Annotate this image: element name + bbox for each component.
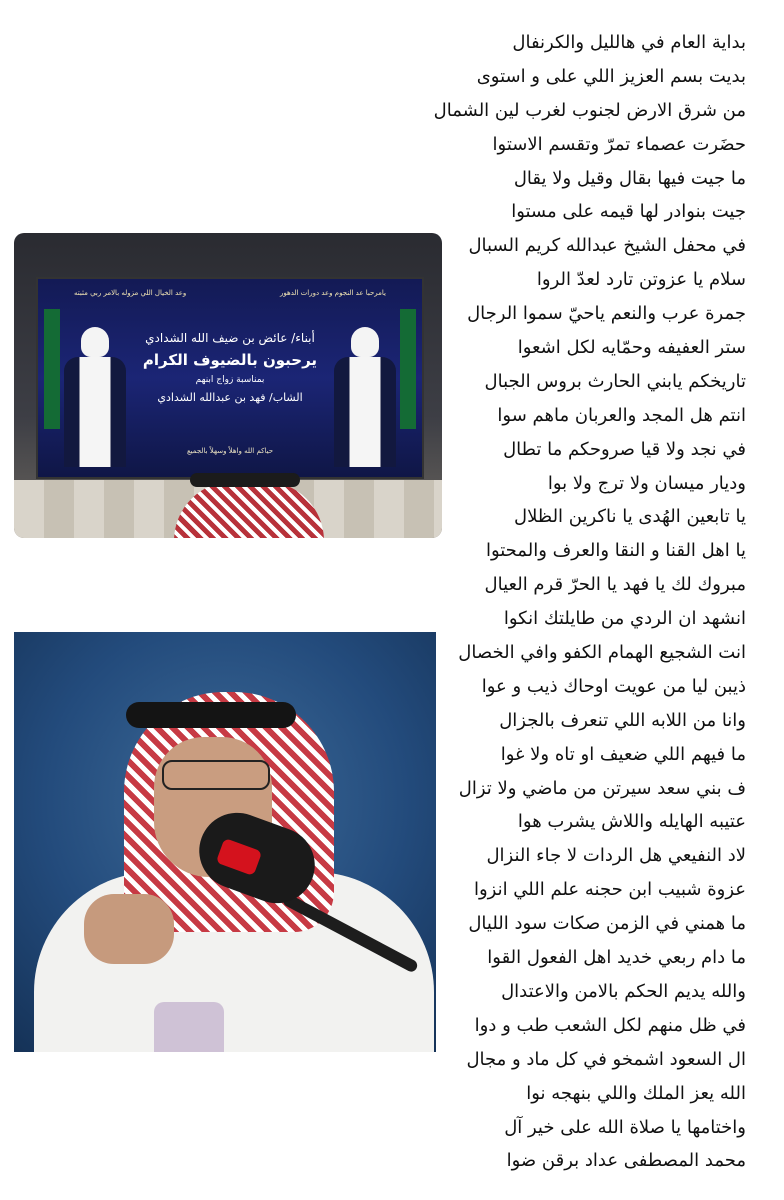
- poem-line: تاريخكم يابني الحارث بروس الجبال: [484, 370, 746, 392]
- screen-banner-left: وعد الخيال اللي مزوله بالامر ربي مثبته: [74, 289, 187, 297]
- speaker-hand: [84, 894, 174, 964]
- poem-line: وديار ميسان ولا ترج ولا بوا: [547, 472, 746, 494]
- flag-left: [44, 309, 60, 429]
- poem-line: انت الشجيع الهمام الكفو وافي الخصال: [458, 642, 746, 664]
- poem-line: في محفل الشيخ عبدالله كريم السبال: [468, 235, 746, 257]
- poem-line: مبروك لك يا فهد يا الحرّ قرم العيال: [484, 574, 746, 596]
- poem-line: جيت بنوادر لها قيمه على مستوا: [511, 201, 746, 223]
- poem-line: يا تابعين الهُدى يا ناكرين الظلال: [513, 506, 746, 528]
- poem-line: وانا من اللابه اللي تنعرف بالجزال: [499, 709, 746, 731]
- event-photo: [14, 233, 442, 538]
- poem-line: ذيبن ليا من عويت اوحاك ذيب و عوا: [481, 675, 746, 697]
- poem-line: ال السعود اشمخو في كل ماد و مجال: [466, 1048, 746, 1070]
- screen-footer: حياكم الله واهلاً وسهلاً بالجميع: [186, 447, 274, 455]
- poem-line: واختامها يا صلاة الله على خير آل: [504, 1116, 746, 1138]
- flag-right: [400, 309, 416, 429]
- poem-line: ف بني سعد سيرتن من ماضي ولا تزال: [458, 777, 746, 799]
- poem-line: من شرق الارض لجنوب لغرب لين الشمال: [433, 99, 746, 121]
- poem-line: عزوة شبيب ابن حجنه علم اللي انزوا: [473, 879, 746, 901]
- screen-groom: الشاب/ فهد بن عبدالله الشدادي: [157, 391, 303, 404]
- poem-line: انشهد ان الردي من طايلتك انكوا: [503, 608, 746, 630]
- screen-welcome: يرحبون بالضيوف الكرام: [142, 351, 318, 369]
- glasses-icon: [162, 760, 270, 790]
- poem-line: يا اهل القنا و النقا والعرف والمحتوا: [485, 540, 746, 562]
- poem-line: في نجد ولا قيا صروحكم ما تطال: [503, 438, 746, 460]
- poem-line: بديت بسم العزيز اللي على و استوى: [476, 65, 746, 87]
- poem: [416, 26, 746, 1178]
- poem-line: بداية العام في هالليل والكرنفال: [512, 32, 746, 53]
- poem-line: الله يعز الملك واللي بنهجه نوا: [526, 1082, 746, 1104]
- poem-line: ما دام ربعي خديد اهل الفعول القوا: [487, 947, 746, 969]
- poem-line: ما جيت فيها بقال وقيل ولا يقال: [513, 167, 746, 189]
- poem-line: عتيبه الهايله واللاش يشرب هوا: [517, 811, 746, 833]
- poem-line: حضَرت عصماء تمرّ وتقسم الاستوا: [492, 133, 746, 155]
- screen-occasion: بمناسبة زواج ابنهم: [195, 375, 265, 385]
- poem-line: ما همني في الزمن صكات سود الليال: [468, 913, 746, 935]
- poem-line: ما فيهم اللي ضعيف او تاه ولا غوا: [500, 743, 746, 765]
- speaker-agal: [126, 702, 296, 728]
- poem-line: في ظل منهم لكل الشعب طب و دوا: [474, 1014, 746, 1036]
- poem-line: لاد النفيعي هل الردات لا جاء النزال: [486, 845, 746, 867]
- phone-in-pocket: [154, 1002, 224, 1052]
- poem-line: والله يديم الحكم بالامن والاعتدال: [501, 980, 746, 1002]
- poem-line: سلام يا عزوتن تارد لعدّ الروا: [536, 269, 746, 291]
- poem-line: ستر العفيفه وحمّايه لكل اشعوا: [517, 337, 746, 359]
- poem-line: انتم هل المجد والعربان ماهم سوا: [497, 404, 746, 426]
- screen-hosts: أبناء/ عائض بن ضيف الله الشدادي: [145, 331, 315, 345]
- guest-agal: [190, 473, 300, 487]
- welcome-screen: [36, 277, 424, 479]
- speaker-photo: [14, 632, 436, 1052]
- poem-line: جمرة عرب والنعم ياحيّ سموا الرجال: [467, 303, 746, 325]
- poem-line: محمد المصطفى عداد برقن ضوا: [506, 1150, 746, 1172]
- screen-banner-right: يامرحبا عد النجوم وعد دورات الدهور: [280, 289, 386, 297]
